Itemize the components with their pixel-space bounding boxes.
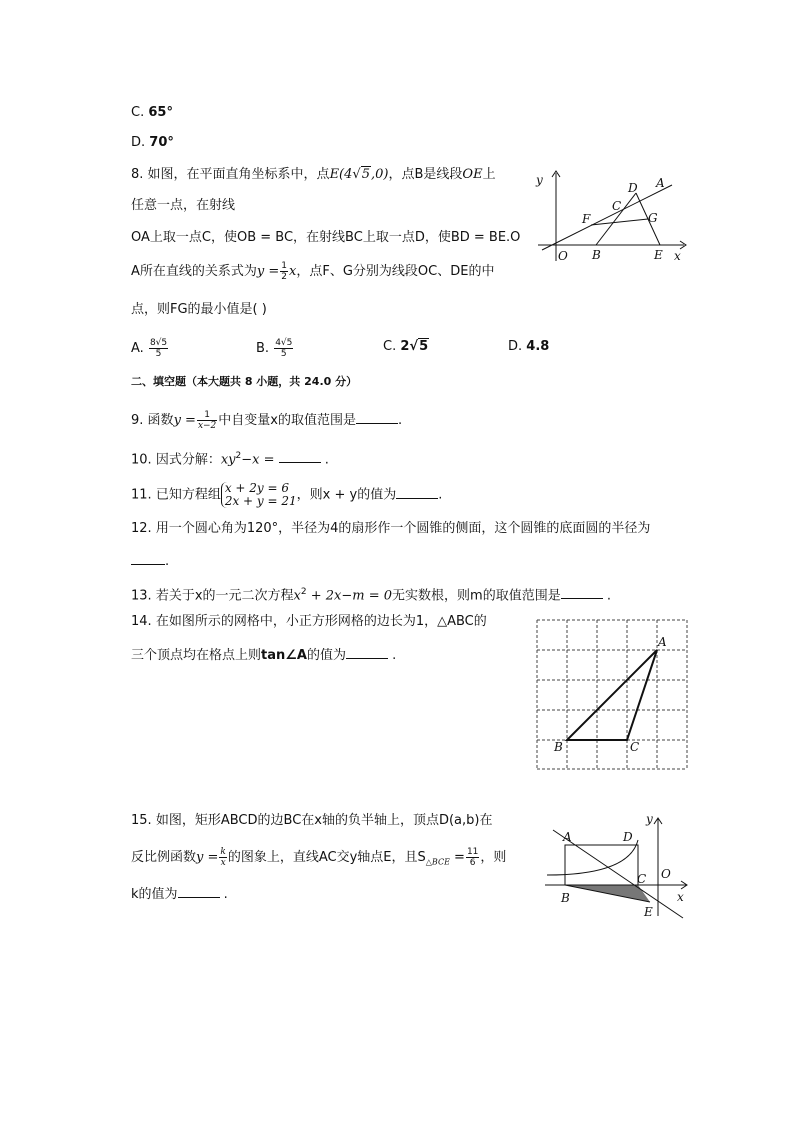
q15-fig-label-c: C bbox=[637, 872, 647, 886]
q8-fig-label-f: F bbox=[582, 212, 591, 226]
q15-fig-label-o: O bbox=[661, 867, 671, 881]
q15-fig-label-x: x bbox=[677, 890, 684, 904]
fraction: $\frac{1}{x-2}$ bbox=[197, 410, 217, 431]
q14-fig-label-c: C bbox=[630, 740, 640, 754]
triangle-abc bbox=[567, 650, 657, 740]
fraction: $\frac{8√5}{5}$ bbox=[149, 338, 168, 359]
q7-option-d-value: 70° bbox=[149, 135, 174, 150]
q8-number: 8. bbox=[131, 167, 144, 182]
q14-line-2: 三个顶点均在格点上则tan∠A的值为 . bbox=[131, 648, 397, 663]
answer-blank[interactable] bbox=[279, 450, 321, 463]
q8-fig-label-e: E bbox=[654, 248, 663, 262]
answer-blank[interactable] bbox=[131, 552, 165, 565]
q8-option-b: B. $\frac{4√5}{5}$ bbox=[256, 338, 293, 359]
segment-fg bbox=[591, 219, 648, 225]
q8-fig-label-a: A bbox=[656, 176, 665, 190]
answer-blank[interactable] bbox=[356, 411, 398, 424]
q8-line-4: A所在直线的关系式为y = $\frac{1}{2}$ x，点F、G分别为线段OC、DE的中 bbox=[131, 261, 495, 282]
q14-fig-label-a: A bbox=[658, 635, 667, 649]
q8-line-1: 8. 如图，在平面直角坐标系中，点E(4√5,0)，点B是线段OE上 bbox=[131, 167, 496, 182]
q15-fig-label-d: D bbox=[623, 830, 633, 844]
q8-fig-label-g: G bbox=[648, 211, 658, 225]
q8-fig-label-o: O bbox=[558, 249, 568, 263]
q8-option-d: D. 4.8 bbox=[508, 339, 550, 354]
q15-fig-label-e: E bbox=[644, 905, 653, 919]
section-2-title: 二、填空题（本大题共 8 小题，共 24.0 分） bbox=[131, 375, 358, 388]
q8-line-5: 点，则FG的最小值是( ) bbox=[131, 302, 267, 317]
q14-fig-label-b: B bbox=[554, 740, 563, 754]
answer-blank[interactable] bbox=[178, 885, 220, 898]
answer-blank[interactable] bbox=[561, 586, 603, 599]
q7-option-c: C. 65° bbox=[131, 105, 173, 120]
q10: 10. 因式分解：$xy^2-x$ = . bbox=[131, 451, 329, 468]
q15-figure bbox=[543, 812, 693, 920]
q7-option-c-value: 65° bbox=[148, 105, 173, 120]
q15-fig-label-y: y bbox=[646, 812, 653, 826]
q8-fig-label-d: D bbox=[628, 181, 638, 195]
q15-fig-label-b: B bbox=[561, 891, 570, 905]
q8-fig-label-c: C bbox=[612, 199, 622, 213]
equation-system: x + 2y = 6 2x + y = 21 bbox=[221, 482, 297, 508]
q8-fig-label-b: B bbox=[592, 248, 601, 262]
q7-option-d: D. 70° bbox=[131, 135, 174, 150]
q11: 11. 已知方程组 x + 2y = 6 2x + y = 21 ，则x + y的值为 . bbox=[131, 481, 443, 508]
q15-line-2: 反比例函数y = $\frac{k}{x}$ 的图象上，直线AC交y轴点E，且$S_{\triangle BCE}$ = $\frac{11}{6}$ ，则 bbox=[131, 847, 507, 868]
q12-answer-line: . bbox=[131, 552, 169, 571]
sqrt-symbol: √5 bbox=[352, 167, 370, 182]
q8-line-3: OA上取一点C，使OB = BC，在射线BC上取一点D，使BD = BE.O bbox=[131, 230, 521, 245]
q15-line-3: k的值为 . bbox=[131, 887, 228, 902]
q12: 12. 用一个圆心角为120°，半径为4的扇形作一个圆锥的侧面，这个圆锥的底面圆的半径为 bbox=[131, 521, 651, 536]
q8-option-c: C. 2√5 bbox=[383, 339, 429, 354]
sqrt-symbol: √5 bbox=[409, 339, 429, 354]
fraction: $\frac{4√5}{5}$ bbox=[275, 338, 293, 359]
fraction: $\frac{k}{x}$ bbox=[220, 847, 226, 868]
q8-fig-label-y: y bbox=[536, 173, 543, 187]
q13: 13. 若关于x的一元二次方程$x^2 + 2x-m = 0$无实数根，则m的取值范围是 . bbox=[131, 587, 611, 604]
q8-fig-label-x: x bbox=[674, 249, 681, 263]
q14-line-1: 14. 在如图所示的网格中，小正方形网格的边长为1，△ABC的 bbox=[131, 614, 487, 629]
answer-blank[interactable] bbox=[346, 646, 388, 659]
q8-line-2: 任意一点，在射线 bbox=[131, 198, 236, 213]
q8-option-a: A. $\frac{8√5}{5}$ bbox=[131, 338, 168, 359]
q15-line-1: 15. 如图，矩形ABCD的边BC在x轴的负半轴上，顶点D(a,b)在 bbox=[131, 813, 493, 828]
rectangle-abcd bbox=[565, 845, 638, 885]
q15-fig-label-a: A bbox=[563, 830, 572, 844]
q9: 9. 函数y = $\frac{1}{x-2}$ 中自变量x的取值范围是 . bbox=[131, 410, 403, 431]
fraction: $\frac{11}{6}$ bbox=[466, 847, 479, 868]
fraction: $\frac{1}{2}$ bbox=[281, 261, 288, 282]
q8-figure bbox=[536, 165, 696, 265]
q14-grid-figure bbox=[536, 619, 690, 771]
answer-blank[interactable] bbox=[396, 486, 438, 499]
